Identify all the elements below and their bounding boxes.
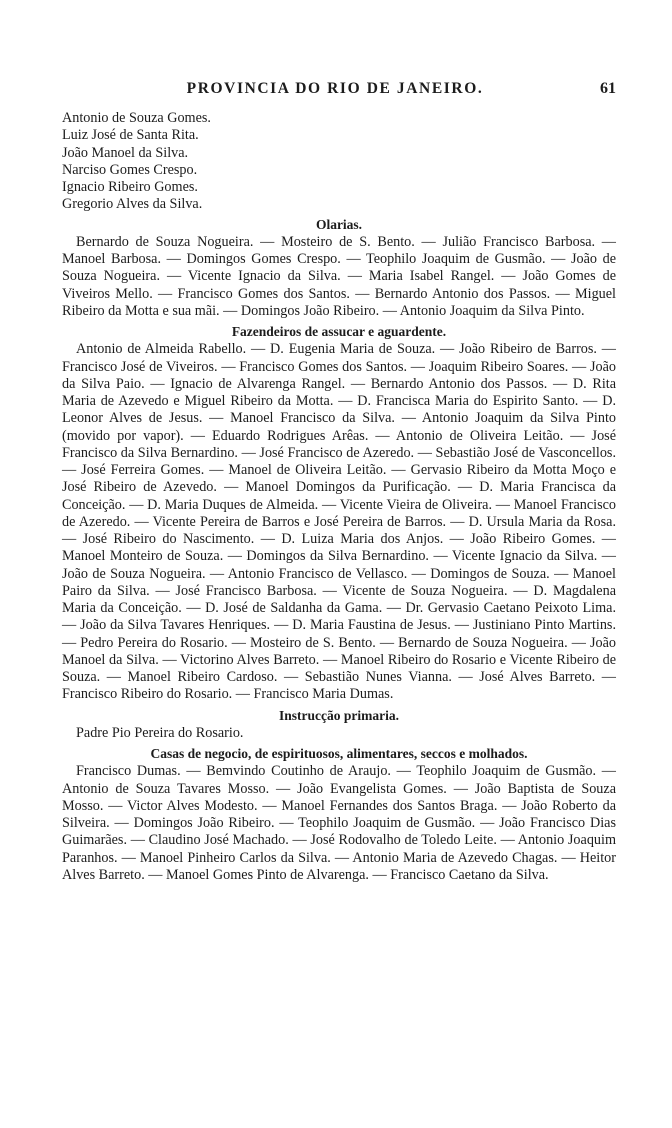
name-list-item: Antonio de Souza Gomes. — [62, 110, 211, 126]
page-content — [62, 110, 616, 887]
section-text: Francisco Dumas. — Bemvindo Coutinho de Araujo. — Teophilo Joaquim de Gusmão. — Antonio de Souza Tavares Mosso. — João Evangelista Gomes. — João Baptista de Souza Mosso. — Victor Alves Modesto. — Manoel Fernandes dos Santos Braga. — João Roberto da Silveira. — Domingos João Ribeiro. — Teophilo Joaquim de Gusmão. — João Francisco Dias Guimarães. — Claudino José Machado. — José Rodovalho de Toledo Leite. — Antonio Joaquim Paranhos. — Manoel Pinheiro Carlos da Silva. — Antonio Maria de Azevedo Chagas. — Heitor Alves Barreto. — Manoel Gomes Pinto de Alvarenga. — Francisco Caetano da Silva. — [62, 763, 616, 883]
section-heading: Instrucção primaria. — [279, 707, 399, 723]
name-list-item: Ignacio Ribeiro Gomes. — [62, 179, 198, 195]
section-text: Antonio de Almeida Rabello. — D. Eugenia Maria de Souza. — João Ribeiro de Barros. — Francisco José de Viveiros. — Francisco Gomes dos Santos. — Joaquim Ribeiro Soares. — João da Silva Paio. — Ignacio de Alvarenga Rangel. — Bernardo Antonio dos Passos. — D. Rita Maria de Azevedo e Miguel Ribeiro da Motta. — D. Francisca Maria do Espirito Santo. — D. Leonor Alves de Jesus. — Manoel Francisco da Silva. — Antonio Joaquim da Silva Pinto (movido por vapor). — Eduardo Rodrigues Arêas. — Antonio de Oliveira Leitão. — José Francisco da Silva Bernardino. — José Francisco de Azeredo. — Sebastião José de Vasconcellos. — José Ferreira Gomes. — Manoel de Oliveira Leitão. — Gervasio Ribeiro da Motta Moço e José Ribeiro de Azevedo. — Manoel Domingos da Purificação. — D. Maria Francisca da Conceição. — D. Maria Duques de Almeida. — Vicente Vieira de Oliveira. — Manoel Francisco de Azeredo. — Vicente Pereira de Barros e José Pereira de Barros. — D. Ursula Maria da Rosa. — José Ribeiro do Nascimento. — D. Luiza Maria dos Anjos. — João Ribeiro Gomes. — Manoel Monteiro de Souza. — Domingos da Silva Bernardino. — Vicente Ignacio da Silva. — João de Souza Nogueira. — Antonio Francisco de Vellasco. — Domingos de Souza. — Manoel Pairo da Silva. — José Francisco Barbosa. — Vicente de Souza Nogueira. — D. Magdalena Maria da Conceição. — D. José de Saldanha da Gama. — Dr. Gervasio Caetano Peixoto Lima. — João da Silva Tavares Henriques. — D. Maria Faustina de Jesus. — Justiniano Pinto Martins. — Pedro Pereira do Rosario. — Mosteiro de S. Bento. — Bernardo de Souza Nogueira. — João Manoel da Silva. — Victorino Alves Barreto. — Manoel Ribeiro do Rosario e Vicente Ribeiro de Souza. — Manoel Ribeiro Cardoso. — Sebastião Nunes Vianna. — José Alves Barreto. — Francisco Ribeiro do Rosario. — Francisco Maria Dumas. — [62, 341, 616, 703]
section-text: Bernardo de Souza Nogueira. — Mosteiro de S. Bento. — Julião Francisco Barbosa. — Manoel Barbosa. — Domingos Gomes Crespo. — Teophilo Joaquim de Gusmão. — João de Souza Nogueira. — Vicente Ignacio da Silva. — Maria Isabel Rangel. — João Gomes de Viveiros Mello. — Francisco Gomes dos Santos. — Bernardo Antonio dos Passos. — Miguel Ribeiro da Motta e sua mãi. — Domingos João Ribeiro. — Antonio Joaquim da Silva Pinto. — [62, 233, 616, 319]
section-heading: Casas de negocio, de espirituosos, alimentares, seccos e molhados. — [150, 746, 528, 761]
section-olarias — [62, 216, 616, 321]
section-fazendeiros — [62, 323, 616, 704]
name-list — [62, 110, 616, 214]
name-list-item: João Manoel da Silva. — [62, 144, 189, 161]
page-header — [0, 80, 672, 102]
name-list-item: Gregorio Alves da Silva. — [62, 196, 203, 213]
page-number: 61 — [600, 80, 616, 97]
section-heading: Fazendeiros de assucar e aguardente. — [231, 324, 447, 339]
name-list-item: Luiz José de Santa Rita. — [62, 127, 199, 144]
section-text: Padre Pio Pereira do Rosario. — [76, 724, 244, 741]
section-casas-de-negocio — [62, 745, 616, 884]
section-instruccao — [62, 707, 616, 743]
running-title: PROVINCIA DO RIO DE JANEIRO. — [186, 80, 484, 97]
section-heading: Olarias. — [315, 216, 363, 232]
name-list-item: Narciso Gomes Crespo. — [62, 161, 198, 178]
